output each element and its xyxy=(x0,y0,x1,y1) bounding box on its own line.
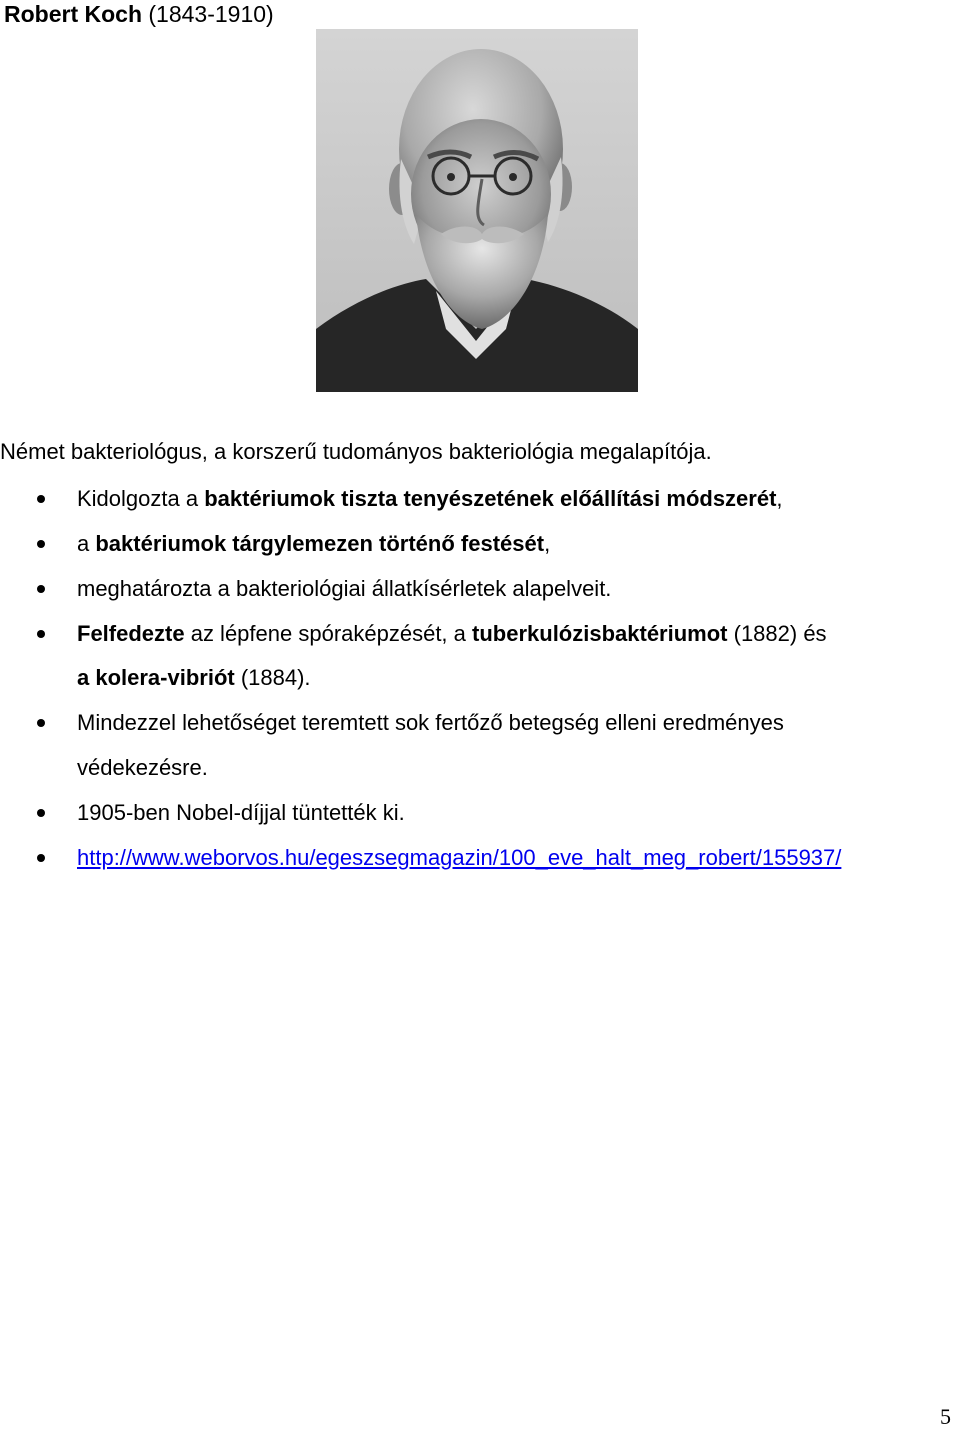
title-name: Robert Koch xyxy=(4,1,142,27)
list-item-5-line-1 xyxy=(77,708,784,738)
list-item-4-line-1 xyxy=(77,619,827,649)
list-item-bold-text: a kolera-vibriót xyxy=(77,665,235,690)
list-item-text: Kidolgozta a xyxy=(77,486,205,511)
bullet-icon xyxy=(37,540,45,548)
list-item-text: (1884). xyxy=(234,665,311,690)
list-item-text: meghatározta a bakteriológiai állatkísérletek alapelveit. xyxy=(77,576,612,601)
list-item-text: védekezésre. xyxy=(77,755,208,780)
bullet-icon xyxy=(37,630,45,638)
intro-text: Német bakteriológus, a korszerű tudományos bakteriológia megalapítója. xyxy=(0,439,712,464)
list-item-7 xyxy=(77,843,841,873)
bullet-icon xyxy=(37,854,45,862)
list-item-3 xyxy=(77,574,611,604)
portrait-photo xyxy=(316,29,638,392)
list-item-text: Mindezzel lehetőséget teremtett sok fertőző betegség elleni eredményes xyxy=(77,710,784,735)
list-item-text: 1905-ben Nobel-díjjal tüntették ki. xyxy=(77,800,405,825)
title-years: (1843-1910) xyxy=(148,1,274,27)
list-item-4-line-2 xyxy=(77,663,311,693)
list-item-bold-text: baktériumok tiszta tenyészetének előállítási módszerét xyxy=(204,486,777,511)
list-item-text: , xyxy=(544,531,551,556)
list-item-bold-text: Felfedezte xyxy=(77,621,185,646)
bullet-icon xyxy=(37,495,45,503)
page-title xyxy=(4,0,274,28)
list-item-1 xyxy=(77,484,783,514)
bullet-icon xyxy=(37,719,45,727)
list-item-bold-text: baktériumok tárgylemezen történő festését xyxy=(95,531,545,556)
source-link[interactable]: http://www.weborvos.hu/egeszsegmagazin/100_eve_halt_meg_robert/155937/ xyxy=(77,845,842,870)
bullet-icon xyxy=(37,585,45,593)
list-item-text: (1882) és xyxy=(727,621,827,646)
list-item-text: az lépfene spóraképzését, a xyxy=(184,621,473,646)
bullet-icon xyxy=(37,809,45,817)
list-item-2 xyxy=(77,529,550,559)
page-number: 5 xyxy=(940,1404,951,1429)
list-item-5-line-2 xyxy=(77,753,208,783)
list-item-bold-text: tuberkulózisbaktériumot xyxy=(472,621,728,646)
list-item-6 xyxy=(77,798,405,828)
list-item-text: , xyxy=(776,486,783,511)
list-item-text: a xyxy=(77,531,96,556)
